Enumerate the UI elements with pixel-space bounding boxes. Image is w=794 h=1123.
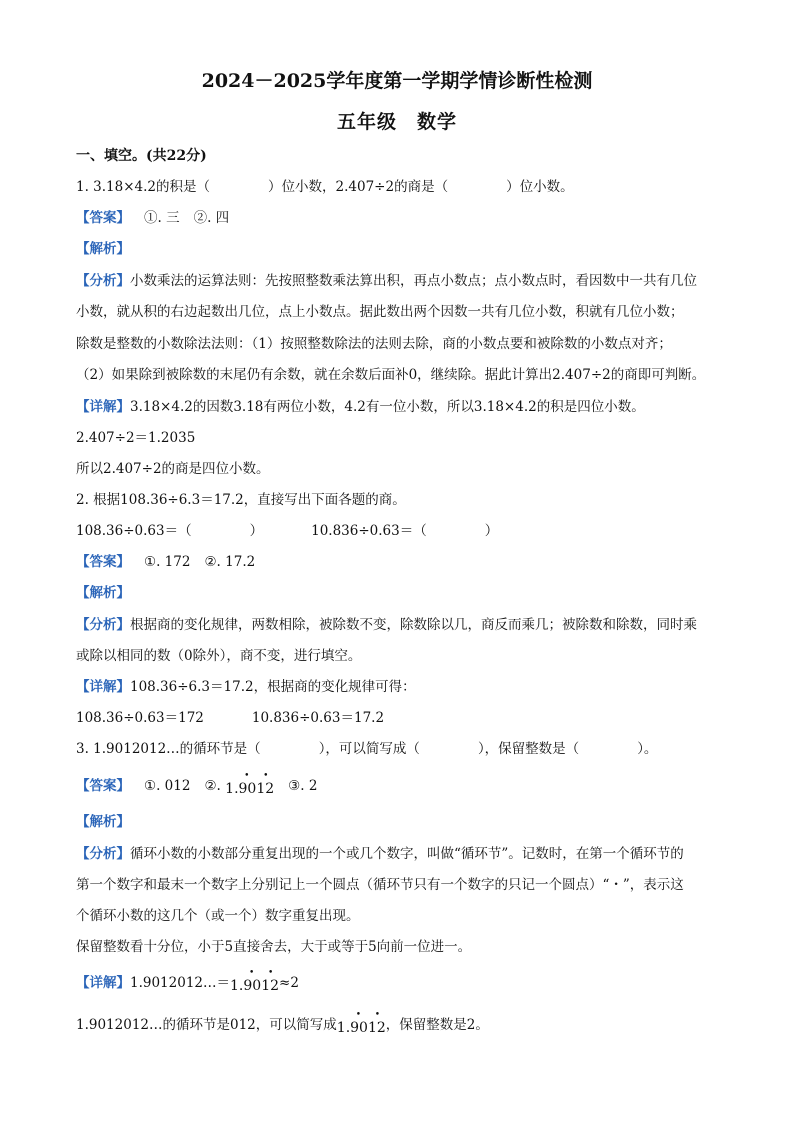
analysis-text: 【分析】小数乘法的运算法则：先按照整数乘法算出积，再点小数点；点小数点时，看因数中一共有几位 xyxy=(76,273,697,289)
analysis-text: 【分析】根据商的变化规律，两数相除，被除数不变，除数除以几，商反而乘几；被除数和除数，同时乘 xyxy=(76,617,697,633)
detail-text: 【详解】3.18×4.2的因数3.18有两位小数，4.2有一位小数，所以3.18×4.2的积是四位小数。 xyxy=(76,399,645,415)
answer-item: ②. 1.9012 • • xyxy=(204,771,275,797)
detail-text: 2.407÷2＝1.2035 xyxy=(76,430,196,446)
detail-text: 108.36÷0.63＝172 10.836÷0.63＝17.2 xyxy=(76,710,385,726)
repeat-dot: • xyxy=(249,968,255,978)
analysis-tag: 【解析】 xyxy=(76,814,130,830)
repeat-dot: • xyxy=(355,1010,362,1020)
analysis-text: 第一个数字和最末一个数字上分别记上一个圆点（循环节只有一个数字的只记一个圆点）“・”，表示这 xyxy=(76,877,684,893)
answer-item: ②. 四 xyxy=(193,210,230,226)
detail-text: 1.9012012…的循环节是012，可以简写成1.9012 • • ，保留整数是2。 xyxy=(76,1010,489,1036)
analysis-text: 小数，就从积的右边起数出几位，点上小数点。据此数出两个因数一共有几位小数，积就有几位小数； xyxy=(76,304,684,320)
question-2-answer xyxy=(76,552,255,572)
repeat-dot: • xyxy=(263,771,269,781)
analysis-text: （2）如果除到被除数的末尾仍有余数，就在余数后面补0，继续除。据此计算出2.407÷2的商即可判断。 xyxy=(76,367,706,383)
analysis-text: 【分析】循环小数的小数部分重复出现的一个或几个数字，叫做“循环节”。记数时，在第一个循环节的 xyxy=(76,846,684,862)
analysis-text: 除数是整数的小数除法法则：（1）按照整数除法的法则去除，商的小数点要和被除数的小数点对齐； xyxy=(76,336,672,352)
question-2-subquestions: 108.36÷0.63＝（ ） 10.836÷0.63＝（ ） xyxy=(76,523,499,539)
answer-tag: 【答案】 xyxy=(76,210,130,226)
repeat-dot: • xyxy=(374,1010,381,1020)
question-3-answer xyxy=(76,771,318,797)
answer-item: ③. 2 xyxy=(288,778,318,794)
answer-tag: 【答案】 xyxy=(76,554,130,570)
answer-item: ①. 172 xyxy=(144,554,191,570)
analysis-text: 保留整数看十分位，小于5直接舍去，大于或等于5向前一位进一。 xyxy=(76,939,472,955)
document-subtitle: 五年级 数学 xyxy=(336,111,457,133)
answer-item: ①. 012 xyxy=(144,778,191,794)
analysis-text: 个循环小数的这几个（或一个）数字重复出现。 xyxy=(76,908,360,924)
question-1-stem: 1. 3.18×4.2的积是（ ）位小数，2.407÷2的商是（ ）位小数。 xyxy=(76,179,574,195)
answer-item: ②. 17.2 xyxy=(204,554,256,570)
repeat-dot: • xyxy=(244,771,250,781)
answer-tag: 【答案】 xyxy=(76,778,130,794)
repeating-decimal: 1.9012 • • xyxy=(225,771,275,797)
detail-text: 所以2.407÷2的商是四位小数。 xyxy=(76,461,270,477)
detail-text: 【详解】1.9012012…＝1.9012 • • ≈2 xyxy=(76,968,299,994)
repeating-decimal: 1.9012 • • xyxy=(230,968,280,994)
analysis-tag: 【解析】 xyxy=(76,585,130,601)
answer-item: ①. 三 xyxy=(144,210,180,226)
analysis-text: 或除以相同的数（0除外），商不变，进行填空。 xyxy=(76,648,362,664)
repeat-dot: • xyxy=(268,968,274,978)
section-heading: 一、填空。(共22分) xyxy=(76,148,207,164)
question-1-answer xyxy=(76,208,229,228)
question-2-stem: 2. 根据108.36÷6.3＝17.2，直接写出下面各题的商。 xyxy=(76,492,406,508)
document-title: 2024－2025学年度第一学期学情诊断性检测 xyxy=(201,70,593,92)
analysis-tag: 【解析】 xyxy=(76,241,130,257)
detail-text: 【详解】108.36÷6.3＝17.2，根据商的变化规律可得： xyxy=(76,679,416,695)
question-3-stem: 3. 1.9012012…的循环节是（ ），可以简写成（ ），保留整数是（ ）。 xyxy=(76,741,658,757)
repeating-decimal: 1.9012 • • xyxy=(336,1010,386,1036)
